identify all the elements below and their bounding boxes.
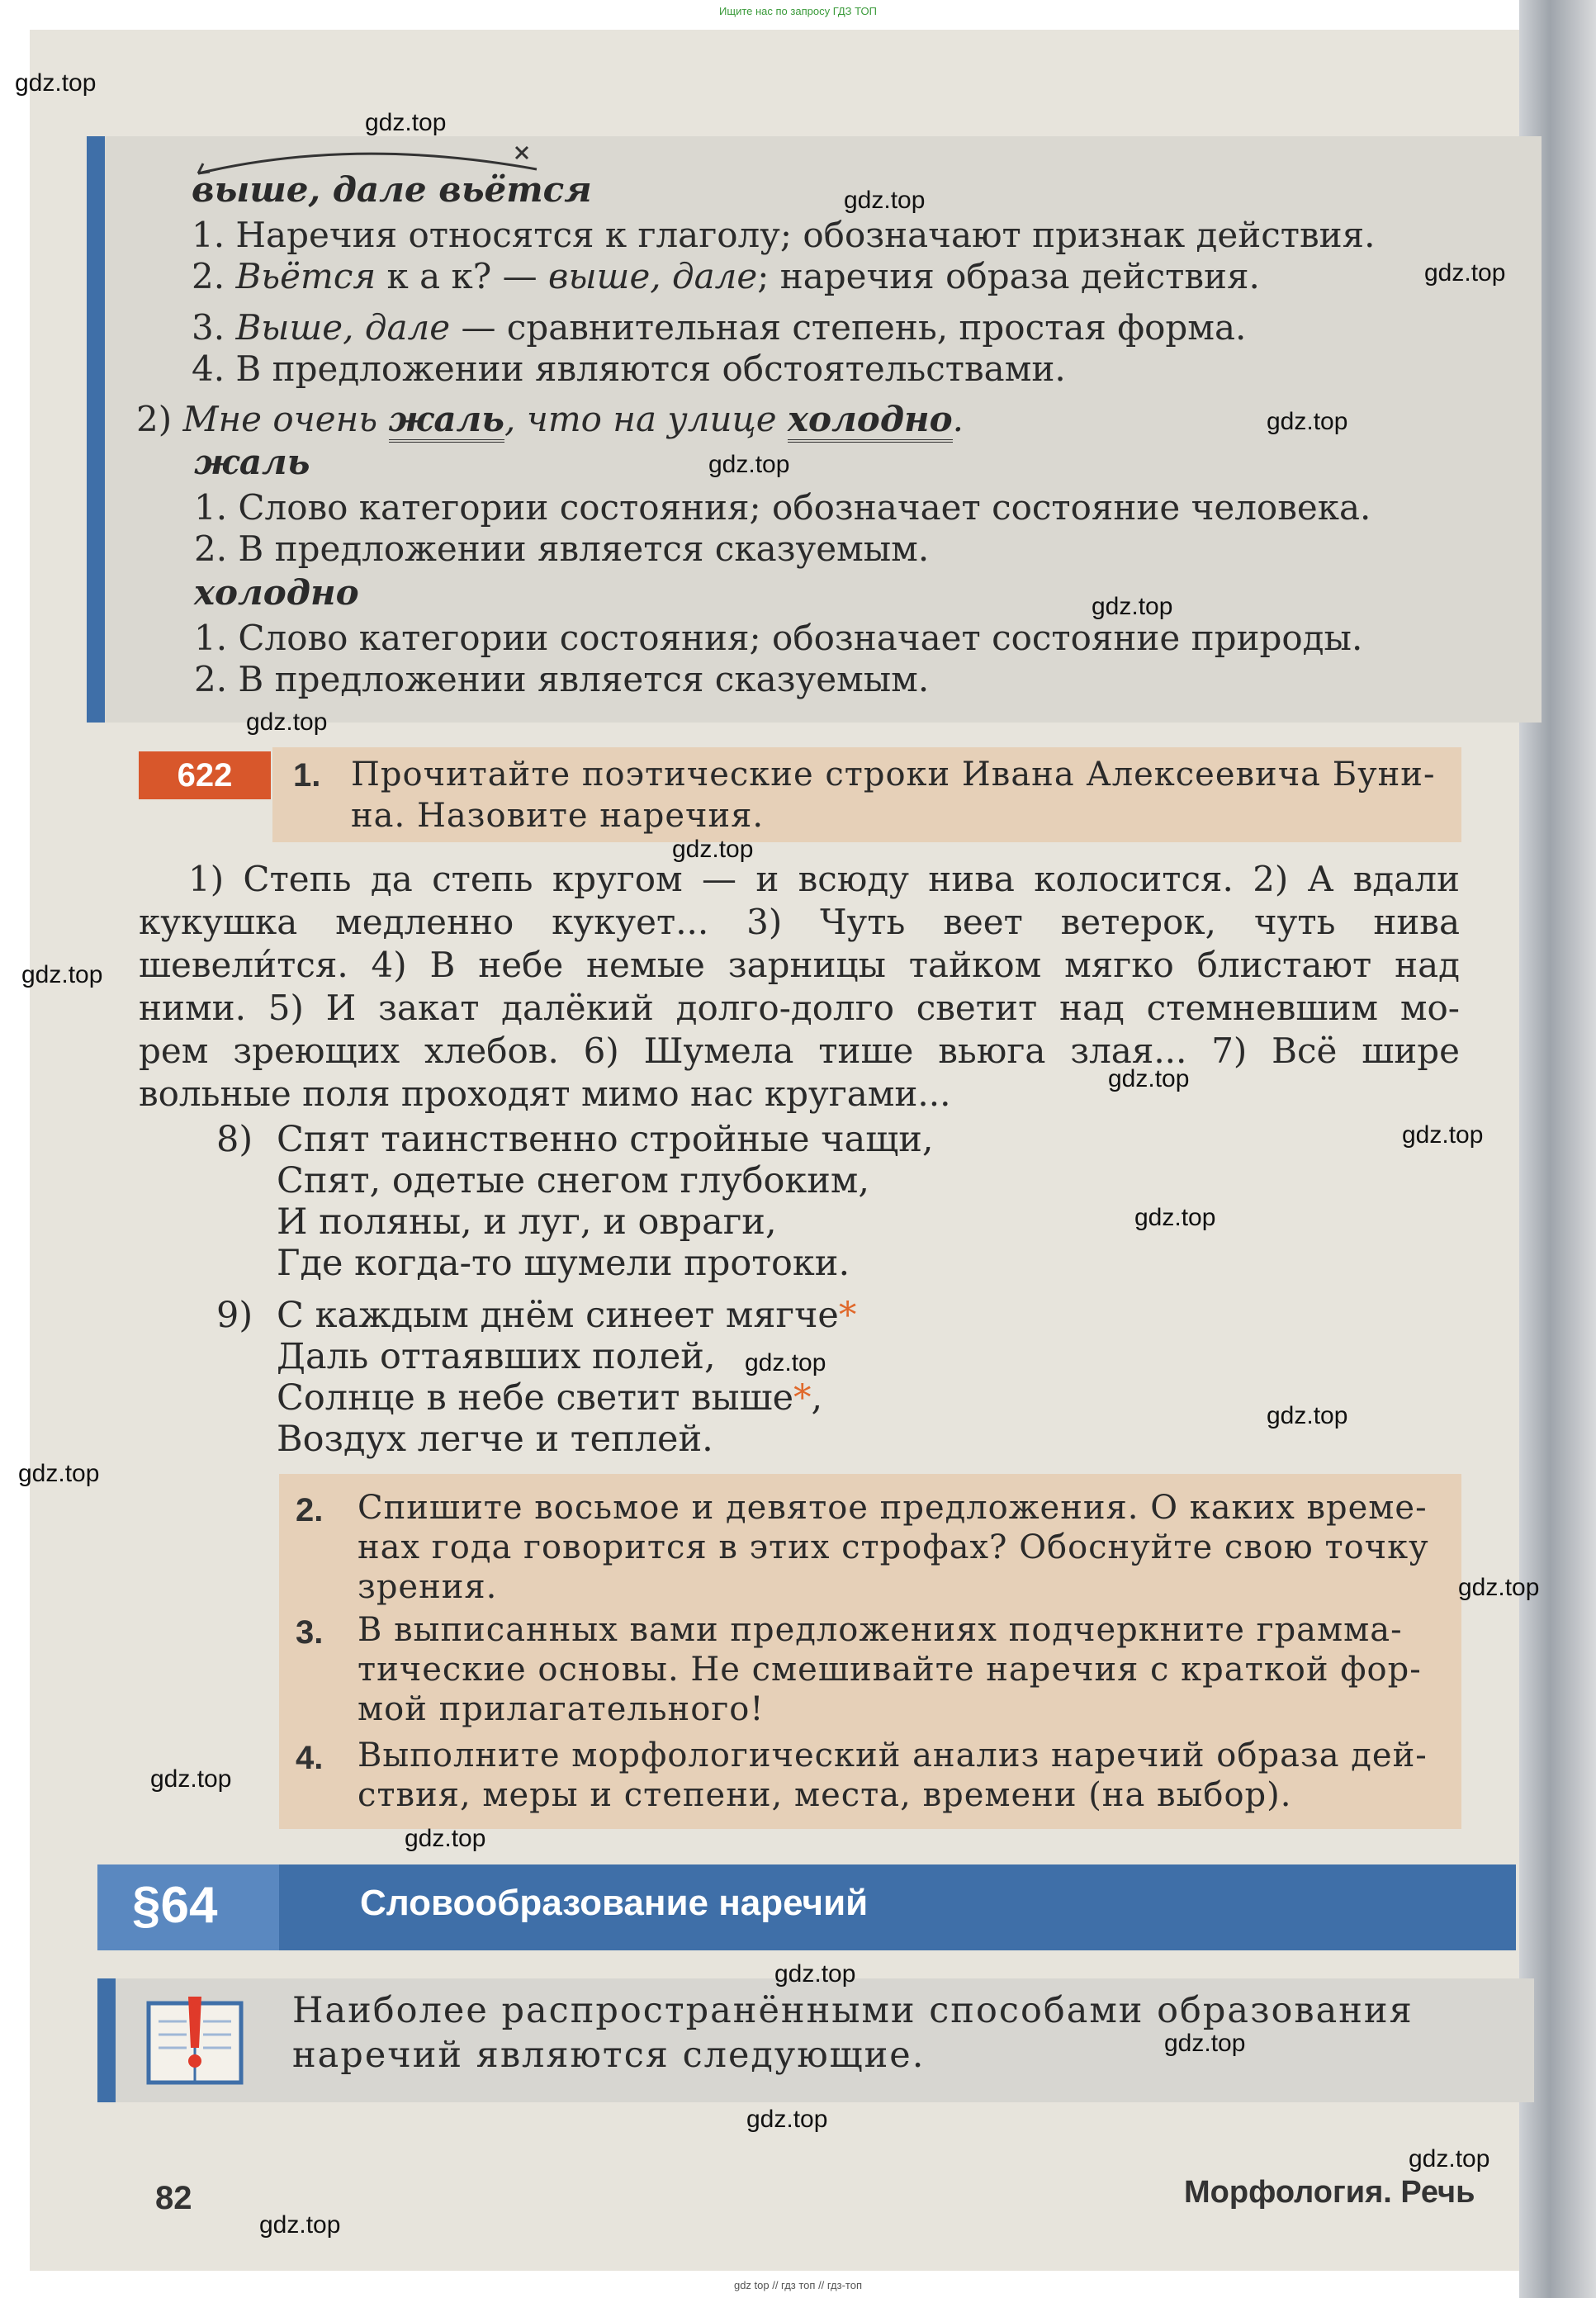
task-1-number: 1.	[293, 757, 321, 794]
answer-line-9: 2. В предложении является сказуемым.	[194, 528, 930, 569]
watermark: gdz.top	[405, 1825, 486, 1852]
answer-line-12: 2. В предложении является сказуемым.	[194, 659, 930, 699]
task-4-number: 4.	[296, 1740, 324, 1776]
answer-line-6: 2) Мне очень жаль, что на улице холодно.	[136, 399, 964, 439]
tasks-box	[279, 1474, 1461, 1829]
watermark: gdz.top	[1424, 259, 1506, 287]
watermark: gdz.top	[1402, 1121, 1484, 1149]
watermark: gdz.top	[18, 1460, 100, 1487]
poem-8-line-4: Где когда-то шумели протоки.	[277, 1243, 850, 1284]
exercise-text-line: ними. 5) И закат далёкий долго-долго светит над стемневшим мо-	[139, 988, 1460, 1028]
poem-9-line-2: Даль оттаявших полей,	[277, 1336, 716, 1377]
task-1-line-1: Прочитайте поэтические строки Ивана Алексеевича Буни-	[351, 756, 1436, 794]
poem-9-line-1: С каждым днём синеет мягче*	[277, 1295, 857, 1336]
answer-line-7: жаль	[194, 442, 310, 482]
watermark: gdz.top	[1134, 1204, 1216, 1231]
watermark: gdz.top	[365, 109, 447, 136]
footer-title: Морфология. Речь	[1184, 2175, 1475, 2210]
task-4-line-1: Выполните морфологический анализ наречий образа дей-	[358, 1737, 1428, 1774]
answer-line-2: 1. Наречия относятся к глаголу; обозначают признак действия.	[192, 215, 1376, 255]
exclamation-book-icon	[145, 1997, 244, 2087]
task-2-line-3: зрения.	[358, 1568, 498, 1606]
watermark: gdz.top	[21, 961, 103, 988]
answer-line-8: 1. Слово категории состояния; обозначает состояние человека.	[194, 487, 1371, 528]
watermark: gdz.top	[672, 836, 754, 863]
poem-8-line-2: Спят, одетые снегом глубоким,	[277, 1160, 870, 1201]
watermark: gdz.top	[746, 2106, 828, 2133]
watermark: gdz.top	[708, 451, 790, 478]
section-title: Словообразование наречий	[360, 1883, 869, 1923]
watermark: gdz.top	[1267, 1402, 1348, 1429]
watermark: gdz.top	[745, 1349, 826, 1376]
answer-line-11: 1. Слово категории состояния; обозначает состояние природы.	[194, 618, 1363, 658]
exercise-text-line: кукушка медленно кукует... 3) Чуть веет ветерок, чуть нива	[139, 902, 1460, 942]
task-2-number: 2.	[296, 1492, 324, 1528]
answer-line-4: 3. Выше, дале — сравнительная степень, простая форма.	[192, 307, 1247, 348]
exercise-text-line: вольные поля проходят мимо нас кругами...	[139, 1073, 951, 1114]
watermark: gdz.top	[1108, 1065, 1190, 1092]
task-2-line-2: нах года говорится в этих строфах? Обоснуйте свою точку	[358, 1528, 1429, 1566]
watermark: gdz.top	[1458, 1574, 1540, 1601]
watermark: gdz.top	[1164, 2030, 1246, 2057]
task-4-line-2: ствия, меры и степени, места, времени (на выбор).	[358, 1776, 1292, 1814]
poem-9-line-3: Солнце в небе светит выше*,	[277, 1377, 823, 1419]
task-3-line-3: мой прилагательного!	[358, 1690, 765, 1728]
task-3-line-2: тические основы. Не смешивайте наречия с краткой фор-	[358, 1651, 1422, 1689]
exercise-text-line: рем зреющих хлебов. 6) Шумела тише вьюга злая... 7) Всё шире	[139, 1031, 1460, 1071]
answer-line-10: холодно	[194, 572, 359, 613]
task-3-line-1: В выписанных вами предложениях подчеркните грамма-	[358, 1611, 1403, 1649]
poem-8-line-3: И поляны, и луг, и овраги,	[277, 1201, 777, 1243]
task-1-line-2: на. Назовите наречия.	[351, 797, 765, 835]
exercise-text-line: 1) Степь да степь кругом — и всюду нива колосится. 2) А вдали	[188, 859, 1460, 899]
watermark: gdz.top	[259, 2211, 341, 2239]
task-3-number: 3.	[296, 1614, 324, 1651]
task-2-line-1: Спишите восьмое и девятое предложения. О каких време-	[358, 1489, 1428, 1527]
page-number: 82	[155, 2180, 192, 2216]
watermark: gdz.top	[774, 1960, 856, 1988]
section-number: §64	[132, 1877, 218, 1934]
exercise-number: 622	[139, 751, 271, 799]
watermark: gdz.top	[844, 187, 926, 214]
footnote-star: *	[793, 1377, 812, 1419]
poem-8-number: 8)	[216, 1119, 253, 1160]
bottom-note: gdz top // гдз топ // гдз-топ	[733, 2279, 863, 2291]
poem-9-line-4: Воздух легче и теплей.	[277, 1419, 713, 1460]
rule-line-1: Наиболее распространёнными способами образования	[292, 1990, 1414, 2031]
answer-line-1: выше, дале вьётся	[192, 169, 592, 210]
watermark: gdz.top	[246, 708, 328, 736]
footnote-star: *	[838, 1295, 857, 1336]
task-1-box	[272, 747, 1461, 842]
watermark: gdz.top	[1092, 593, 1173, 620]
watermark: gdz.top	[1409, 2145, 1490, 2172]
watermark: gdz.top	[150, 1765, 232, 1793]
answer-line-3: 2. Вьётся к а к? — выше, дале; наречия образа действия.	[192, 256, 1260, 296]
answer-line-5: 4. В предложении являются обстоятельствами.	[192, 348, 1066, 389]
poem-8-line-1: Спят таинственно стройные чащи,	[277, 1119, 934, 1160]
watermark: gdz.top	[1267, 408, 1348, 435]
top-note: Ищите нас по запросу ГДЗ ТОП	[719, 5, 877, 17]
watermark: gdz.top	[15, 69, 97, 97]
rule-line-2: наречий являются следующие.	[292, 2035, 926, 2076]
exercise-text-line: шевели́тся. 4) В небе немые зарницы тайком мягко блистают над	[139, 945, 1460, 985]
poem-9-number: 9)	[216, 1295, 253, 1336]
